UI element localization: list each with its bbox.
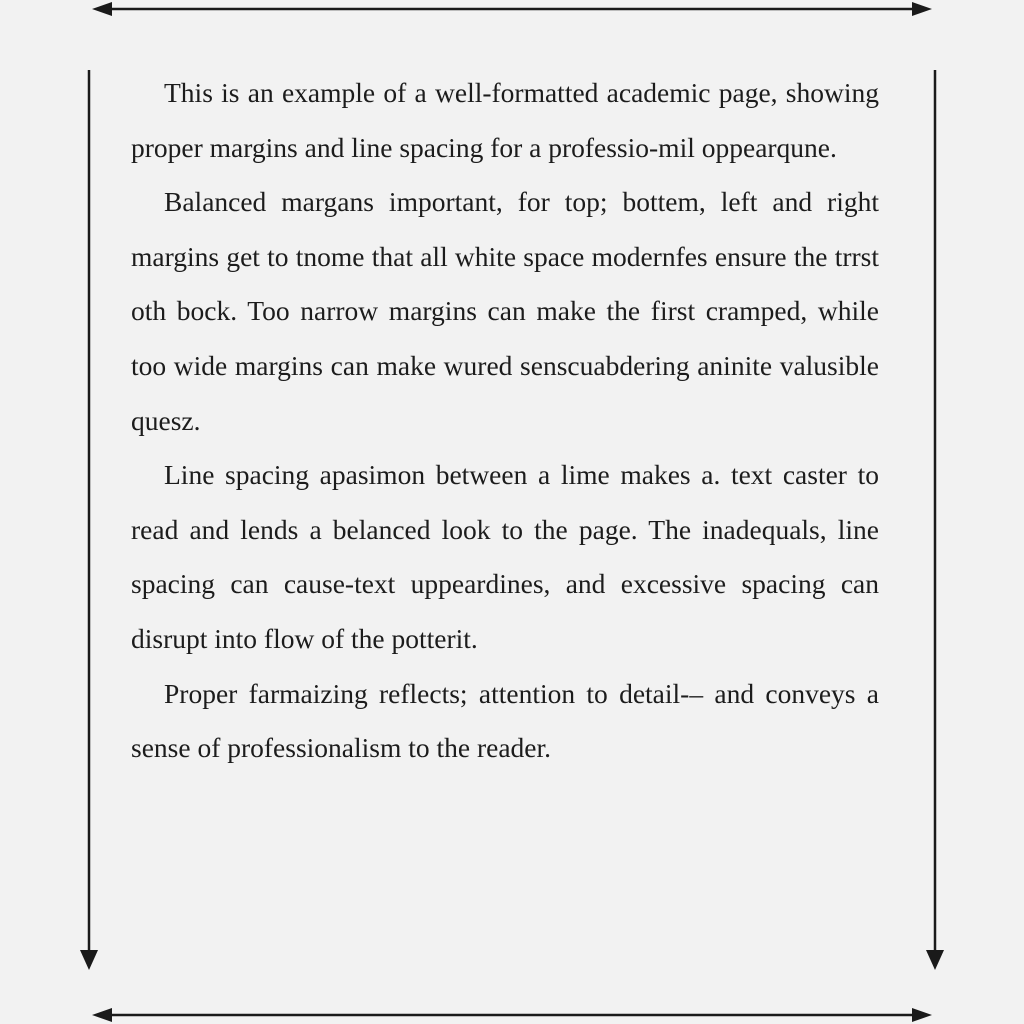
left-margin-arrow [80,70,98,970]
body-text [131,66,879,776]
top-margin-arrow [92,2,932,16]
paragraph-3: Line spacing apasimon between a lime makes a. text caster to read and lends a belanced look to the page. The inadequals, line spacing can cause-text uppeardines, and excessive spacing can disrupt into flow of the potterit. [131,459,879,654]
right-margin-arrow [926,70,944,970]
paragraph-4: Proper farmaizing reflects; attention to detail-– and conveys a sense of professionalism to the reader. [131,677,879,764]
paragraph-1: This is an example of a well-formatted academic page, showing proper margins and line spacing for a professio-mil oppearqune. [131,77,879,163]
bottom-margin-arrow [92,1008,932,1022]
paragraph-2: Balanced margans important, for top; bottem, left and right margins get to tnome that all white space modernfes ensure the trrst oth bock. Too narrow margins can make the first cramped, while too wide margins can make wured senscuabdering aninite valusible quesz. [131,186,879,436]
